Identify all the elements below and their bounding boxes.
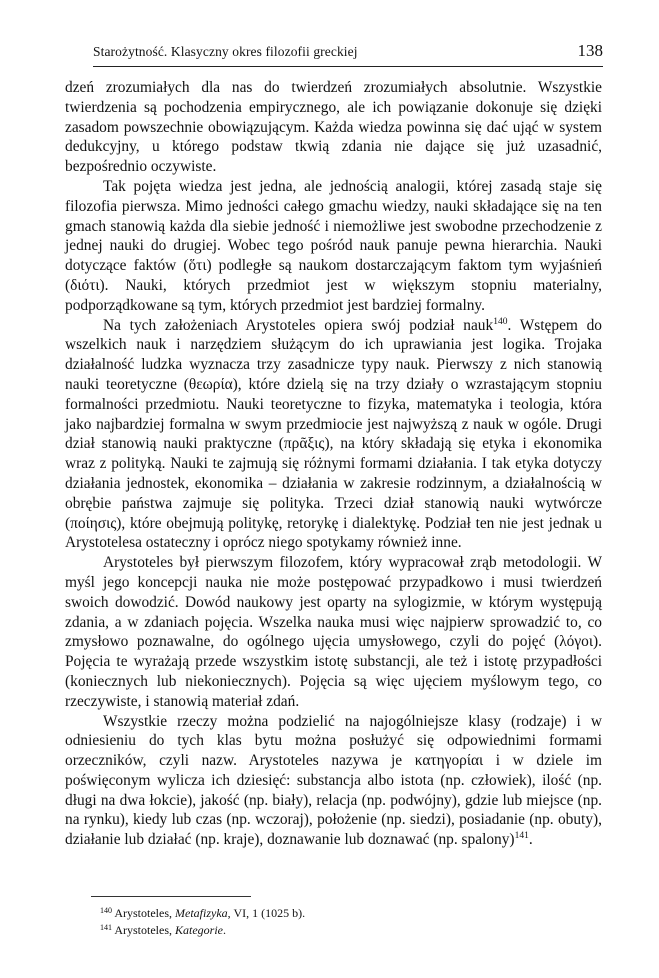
footnote-reference: , VI, 1 (1025 b). <box>227 906 306 920</box>
paragraph-1: dzeń zrozumiałych dla nas do twierdzeń zrozumiałych absolutnie. Wszystkie twierdzenia są pochodzenia empirycznego, ale ich powiązanie dokonuje się dzięki zasadom powszechnie obowiązującym. Każda wiedza powinna się dać ująć w system dedukcyjny, u którego podstaw tkwią zdania nie dające się już uzasadnić, bezpośrednio oczywiste. <box>65 79 602 176</box>
footnote-work-title: Kategorie <box>175 922 223 937</box>
page-number: 138 <box>577 41 603 60</box>
paragraph-3-text-a: Na tych założeniach Arystoteles opiera swój podział nauk <box>103 316 494 334</box>
footnote-140 <box>100 905 580 922</box>
footnote-reference: . <box>223 922 226 937</box>
paragraph-5-text-b: . <box>528 831 533 849</box>
footnote-work-title: Metafizyka <box>175 906 228 920</box>
paragraph-3 <box>65 316 602 554</box>
paragraph-5 <box>65 712 602 851</box>
paragraph-4: Arystoteles był pierwszym filozofem, który wypracował zrąb metodologii. W myśl jego koncepcji nauka nie może postępować przypadkowo i musi twierdzeń swoich dowodzić. Dowód naukowy jest oparty na sylogizmie, w którym występują zdania, a w zdaniach pojęcia. Wszelka nauka musi więc najpierw sprowadzić to, co zmysłowo poznawalne, do ogólnego ujęcia umysłowego, czyli do pojęć (λόγοι). Pojęcia te wyrażają przede wszystkim istotę substancji, ale też i istotę przypadłości (koniecznych lub niekoniecznych). Pojęcia są więc ujęciem myślowym tego, co rzeczywiste, i stanowią materiał zdań. <box>65 554 602 710</box>
main-text <box>65 78 602 850</box>
footnote-number: 140 <box>100 906 112 915</box>
footnote-author: Arystoteles, <box>114 922 172 937</box>
footnotes <box>100 905 580 938</box>
running-header <box>93 41 603 64</box>
running-title: Starożytność. Klasyczny okres filozofii greckiej <box>93 44 358 59</box>
paragraph-3-text-b: . Wstępem do wszelkich nauk i narzędziem służącym do ich uprawiania jest logika. Trojaka działalność ludzka wyznacza trzy zasadnicze typy nauk. Pierwszy z nich stanowią nauki teoretyczne (θεωρία), które dzielą się na trzy działy o wzrastającym stopniu formalności przedmiotu. Nauki teoretyczne to fizyka, matematyka i teologia, która jako najbardziej formalna w swym przedmiocie jest najwyższą z nauk w ogóle. Drugi dział stanowią nauki praktyczne (πρᾶξις), na który składają się etyka i ekonomika wraz z polityką. Nauki te zajmują się różnymi formami działania. I tak etyka dotyczy działania jednostek, ekonomika – działania w zakresie rodzinnym, a działalnością w obrębie państwa zajmuje się polityka. Trzeci dział stanowią nauki wytwórcze (ποίησις), które obejmują politykę, retorykę i dialektykę. Podział ten nie jest jednak u Arystotelesa ostateczny i oprócz niego spotykamy również inne. <box>65 316 603 552</box>
footnote-ref-141[interactable]: 141 <box>514 831 529 842</box>
paragraph-2: Tak pojęta wiedza jest jedna, ale jednością analogii, której zasadą staje się filozofia pierwsza. Mimo jedności całego gmachu wiedzy, nauki składające się na ten gmach stanowią każda dla siebie jedność i niemożliwe jest swobodne przechodzenie z jednej nauki do drugiej. Wobec tego pośród nauk panuje pewna hierarchia. Nauki dotyczące faktów (ὅτι) podległe są naukom dostarczającym faktom tym wyjaśnień (διότι). Nauki, których przedmiot jest w większym stopniu materialny, podporządkowane są tym, których przedmiot jest bardziej formalny. <box>65 177 602 314</box>
footnote-rule <box>91 896 251 897</box>
footnote-ref-140[interactable]: 140 <box>493 316 508 327</box>
footnote-141 <box>100 922 580 939</box>
paragraph-5-text-a: Wszystkie rzeczy można podzielić na najogólniejsze klasy (rodzaje) i w odniesieniu do tych klas bytu można posłużyć się odpowiednimi formami orzeczników, czyli nazw. Arystoteles nazywa je κατηγορίαι i w dziele im poświęconym wylicza ich dziesięć: substancja albo istota (np. człowiek), ilość (np. długi na dwa łokcie), jakość (np. biały), relacja (np. podwójny), gdzie lub miejsce (np. na rynku), kiedy lub czas (np. wczoraj), położenie (np. siedzi), posiadanie (np. obuty), działanie lub działać (np. kraje), doznawanie lub doznawać (np. spalony) <box>65 712 602 849</box>
footnote-number: 141 <box>100 922 112 932</box>
header-rule <box>93 66 603 67</box>
footnote-author: Arystoteles, <box>114 906 172 920</box>
